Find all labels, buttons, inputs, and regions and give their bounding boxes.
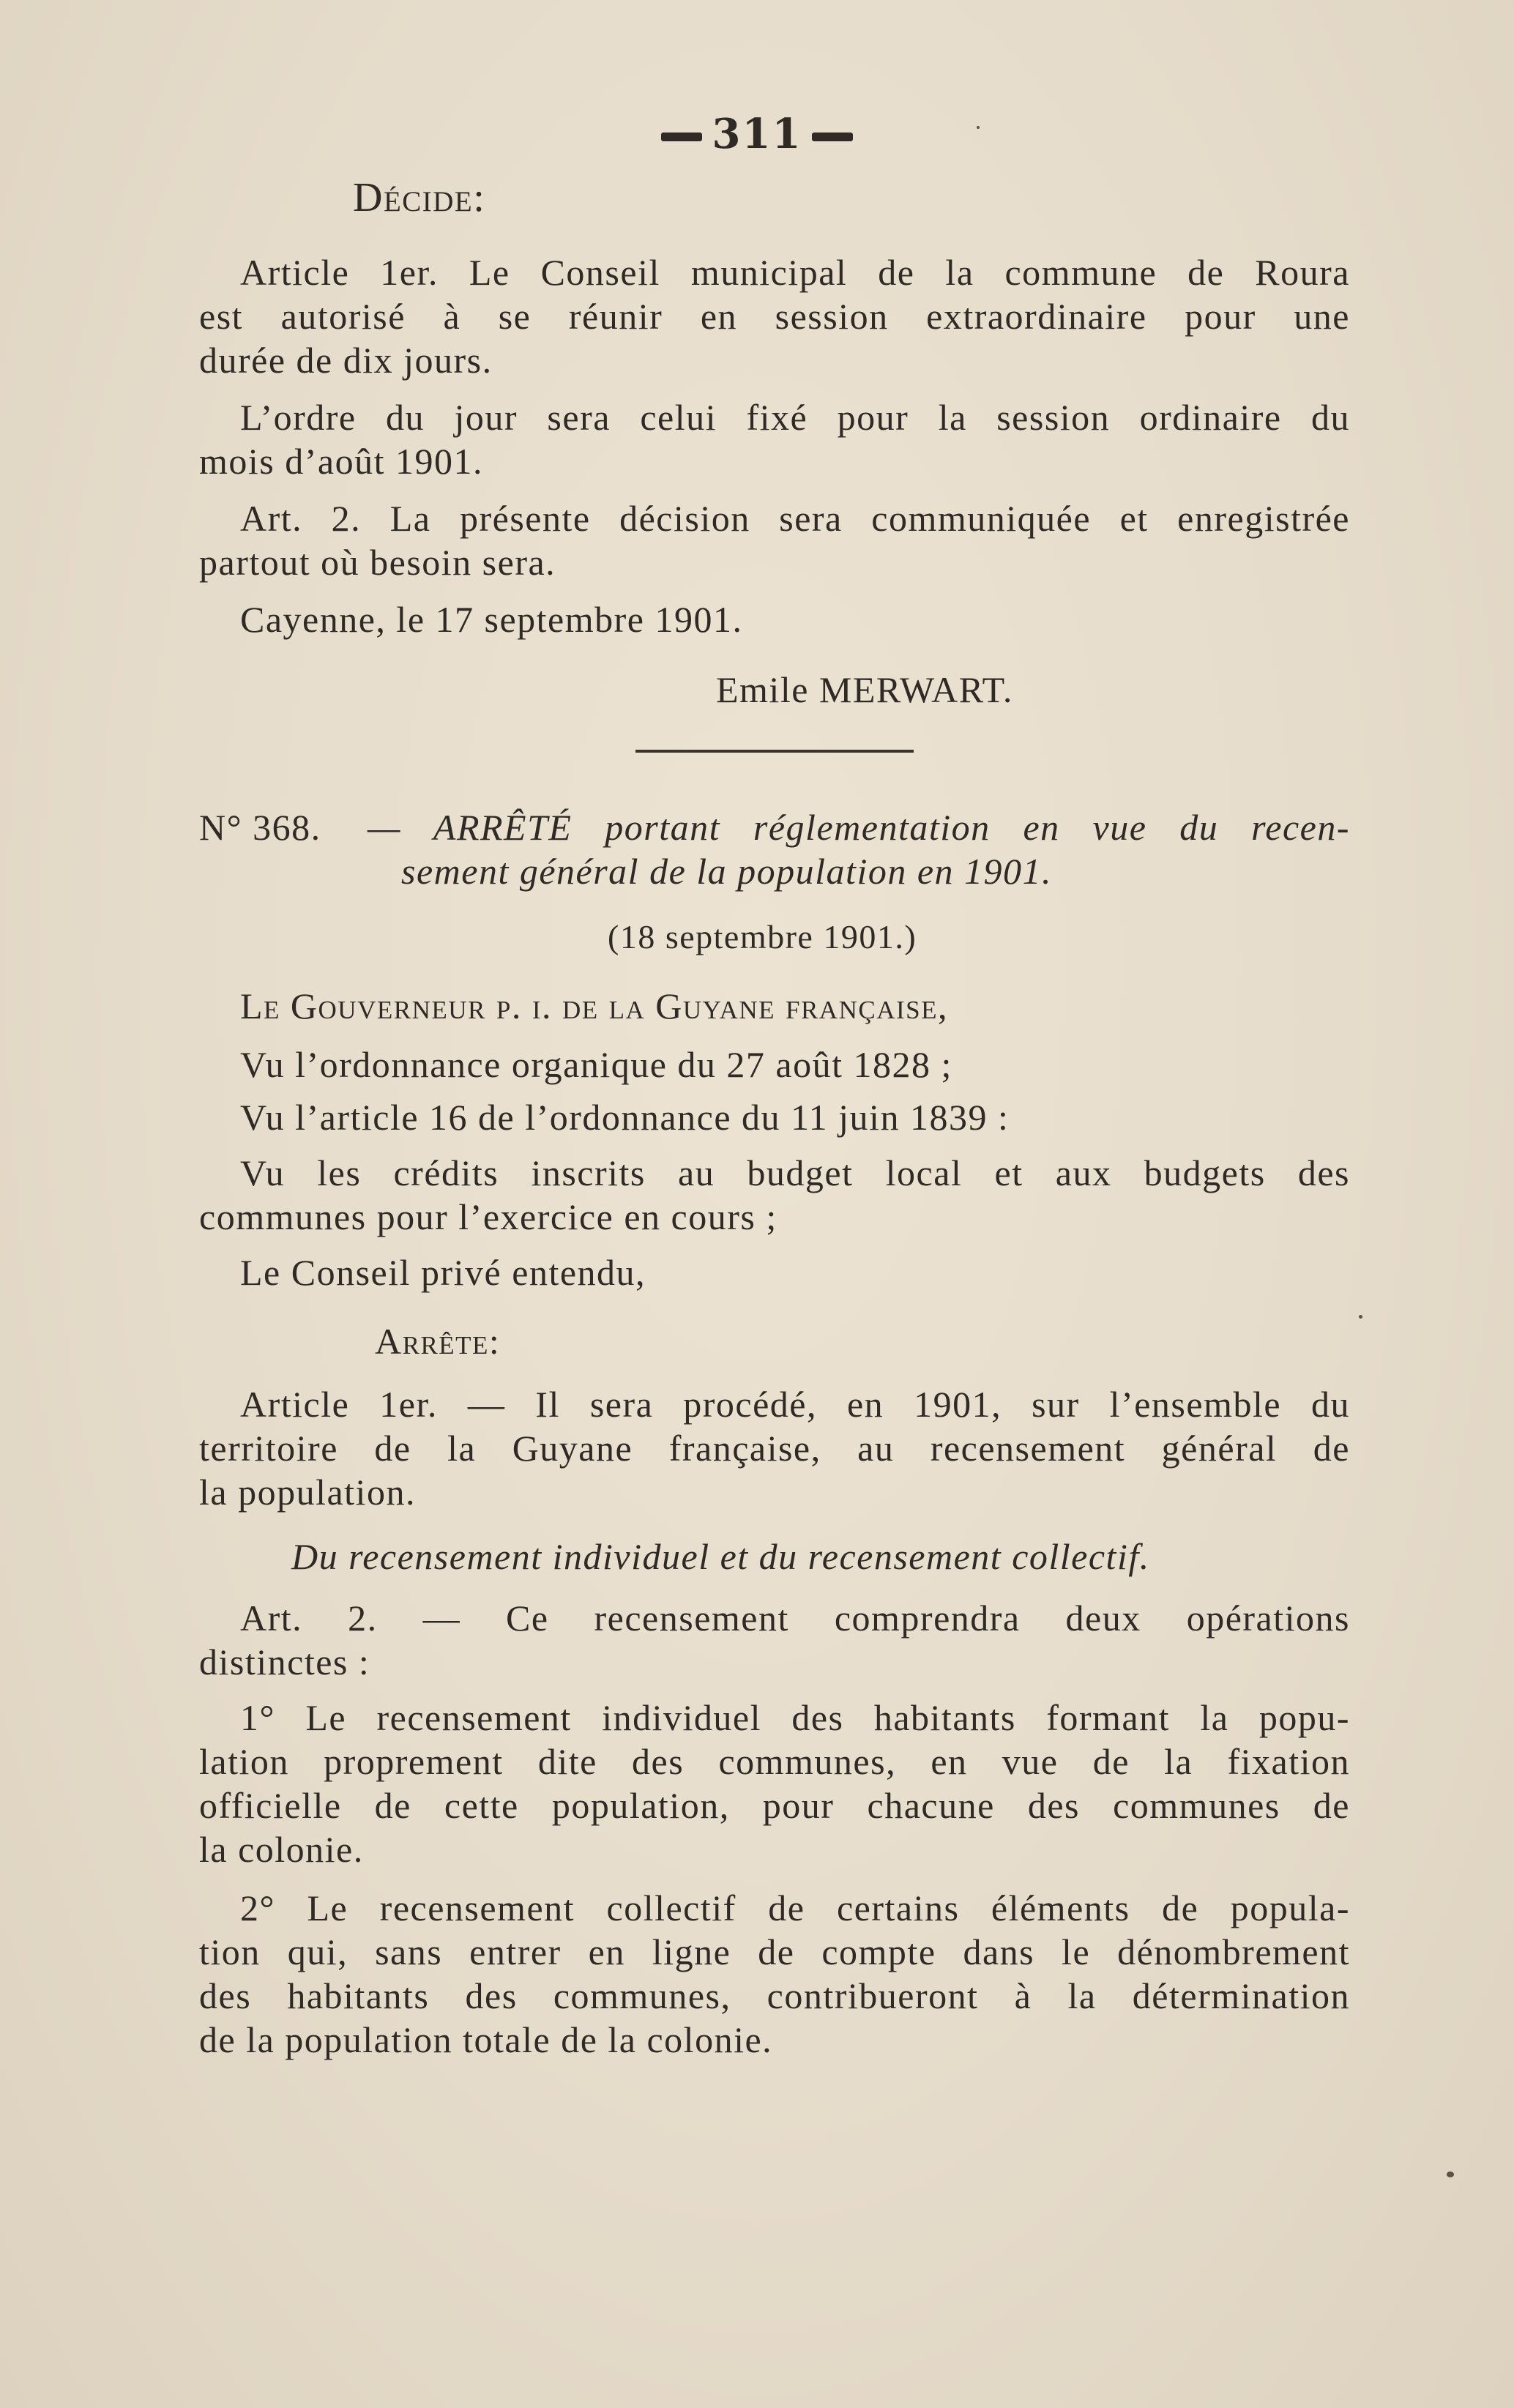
- arrete-council: Le Conseil privé entendu,: [240, 1252, 646, 1293]
- decision-article-1-line-1: Article 1er. Le Conseil municipal de la commune de Roura: [240, 252, 1350, 293]
- arrete-section-heading: Du recensement individuel et du recensement collectif.: [291, 1536, 1150, 1577]
- arrete-article-1-line-2: territoire de la Guyane française, au recensement général de: [199, 1428, 1350, 1469]
- arrete-item-1-line-2: lation proprement dite des communes, en vue de la fixation: [199, 1741, 1350, 1782]
- right-ornament: [812, 133, 853, 141]
- arrete-title-line-2: sement général de la population en 1901.: [401, 851, 1053, 892]
- paper-speck: [1359, 1315, 1362, 1319]
- arrete-item-2-line-3: des habitants des communes, contribueront à la détermination: [199, 1975, 1350, 2016]
- arrete-credits-line-1: Vu les crédits inscrits au budget local et aux budgets des: [240, 1152, 1350, 1193]
- decision-article-1-line-3: durée de dix jours.: [199, 340, 493, 381]
- arrete-preamble-governor: Le Gouverneur p. i. de la Guyane française,: [240, 985, 948, 1026]
- page-number-header: [0, 110, 1514, 158]
- decision-article-1-line-2: est autorisé à se réunir en session extraordinaire pour une: [199, 296, 1350, 337]
- section-divider: [635, 750, 914, 753]
- arrete-item-1-line-4: la colonie.: [199, 1829, 364, 1870]
- decision-article-2-line-1: Art. 2. La présente décision sera communiquée et enregistrée: [240, 498, 1350, 539]
- page-number: 311: [712, 110, 802, 158]
- arrete-preamble-ordonnance-1828: Vu l’ordonnance organique du 27 août 1828 ;: [240, 1044, 952, 1085]
- decision-place-date: Cayenne, le 17 septembre 1901.: [240, 599, 743, 640]
- arrete-article-2-line-2: distinctes :: [199, 1641, 370, 1682]
- arrete-item-1-line-3: officielle de cette population, pour chacune des communes de: [199, 1785, 1350, 1826]
- arrete-preamble-ordonnance-1839: Vu l’article 16 de l’ordonnance du 11 juin 1839 :: [240, 1097, 1010, 1138]
- decision-signature: Emile MERWART.: [716, 669, 1013, 710]
- paper-speck: [1447, 2172, 1454, 2177]
- decision-heading: Décide:: [353, 175, 486, 220]
- arrete-article-2-line-1: Art. 2. — Ce recensement comprendra deux opérations: [240, 1598, 1350, 1639]
- arrete-article-1-line-3: la population.: [199, 1472, 416, 1513]
- arrete-item-2-line-2: tion qui, sans entrer en ligne de compte dans le dénombrement: [199, 1931, 1350, 1972]
- left-ornament: [661, 133, 702, 141]
- arrete-article-1-line-1: Article 1er. — Il sera procédé, en 1901, sur l’ensemble du: [240, 1384, 1350, 1425]
- arrete-item-2-line-1: 2° Le recensement collectif de certains éléments de popula-: [240, 1887, 1350, 1928]
- paper-speck: [977, 126, 980, 129]
- arrete-title-line-1: — ARRÊTÉ portant réglementation en vue du recen-: [368, 807, 1350, 848]
- arrete-heading: Arrête:: [375, 1321, 501, 1362]
- arrete-date: (18 septembre 1901.): [608, 918, 917, 955]
- decision-article-2-line-2: partout où besoin sera.: [199, 542, 556, 583]
- decision-agenda-line-2: mois d’août 1901.: [199, 441, 483, 482]
- decision-agenda-line-1: L’ordre du jour sera celui fixé pour la session ordinaire du: [240, 397, 1350, 438]
- arrete-number: N° 368.: [199, 807, 321, 848]
- arrete-item-1-line-1: 1° Le recensement individuel des habitants formant la popu-: [240, 1697, 1350, 1738]
- arrete-item-2-line-4: de la population totale de la colonie.: [199, 2019, 773, 2060]
- arrete-credits-line-2: communes pour l’exercice en cours ;: [199, 1196, 777, 1237]
